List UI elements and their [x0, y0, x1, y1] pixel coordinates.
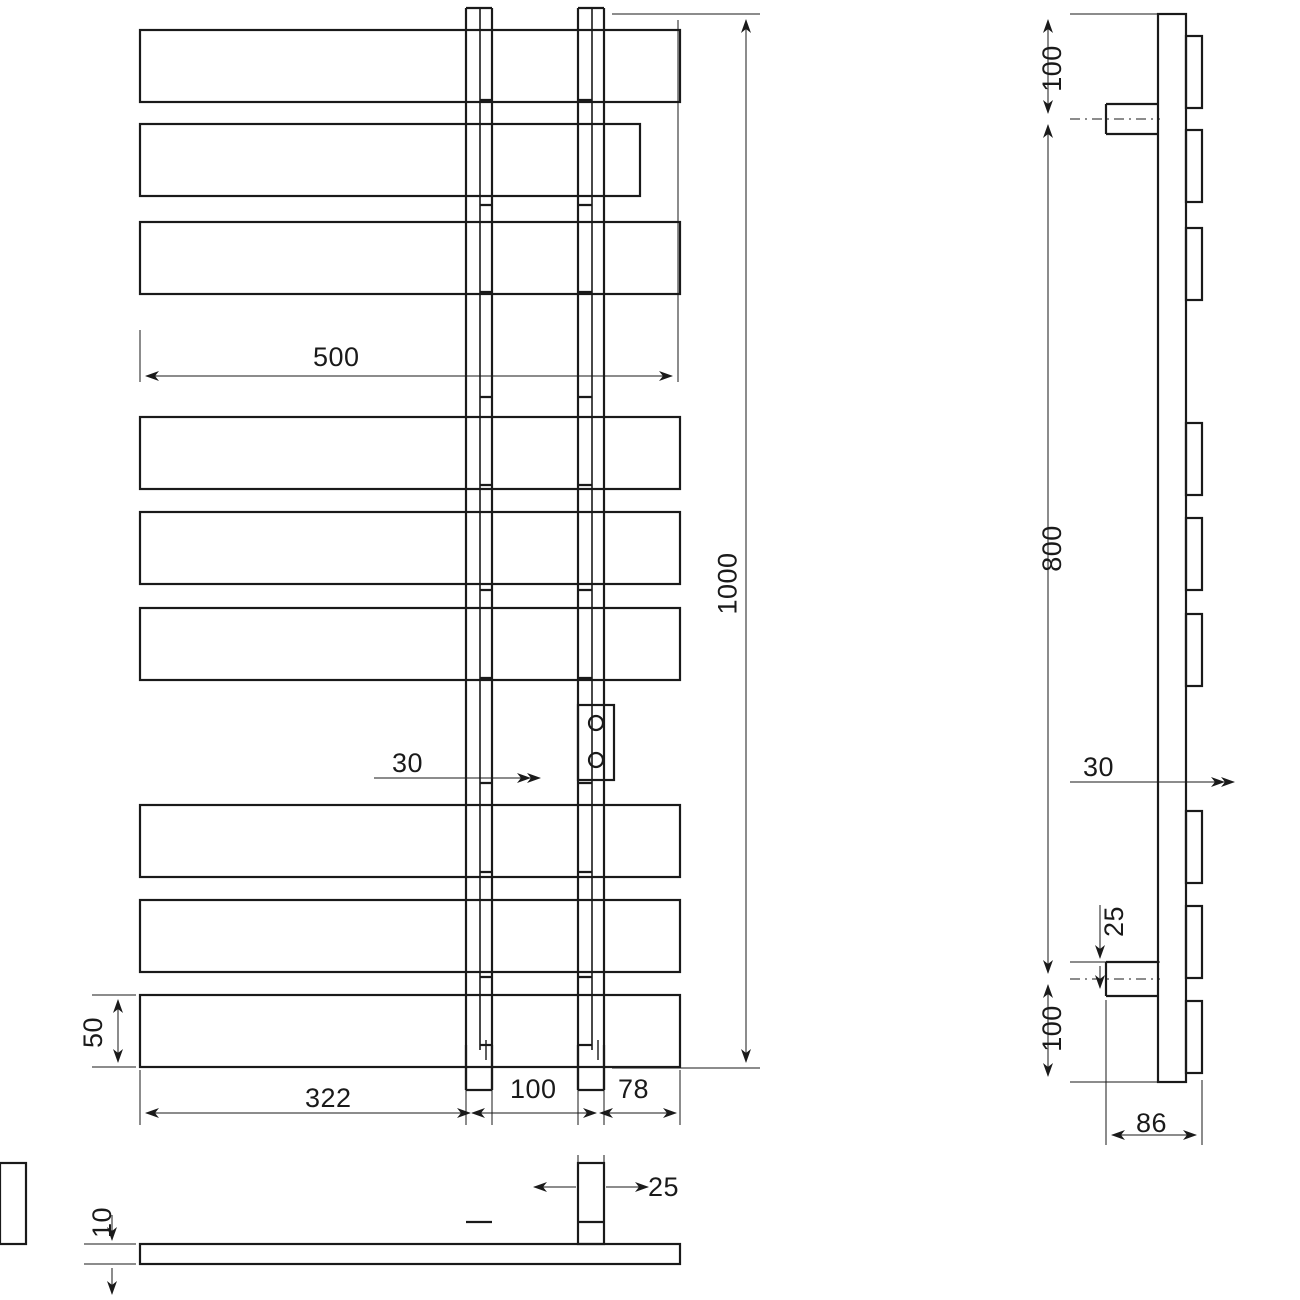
dimension-label-100-front: 100 [510, 1074, 557, 1104]
dimension-label-50: 50 [78, 1016, 109, 1049]
dimension-label-25-side: 25 [1099, 905, 1130, 938]
dimension-label-100-bottom-side: 100 [1036, 1005, 1067, 1052]
dimension-label-30-side: 30 [1083, 752, 1115, 782]
front-view-dimensions [92, 14, 760, 1125]
bottom-view-dimensions [84, 1155, 648, 1294]
dimension-label-25-bottom: 25 [648, 1172, 680, 1202]
dimension-label-86: 86 [1136, 1108, 1168, 1138]
front-view [140, 8, 680, 1090]
dimension-label-800: 800 [1036, 525, 1067, 572]
dimension-label-500: 500 [313, 342, 360, 372]
side-view-dimensions [1048, 14, 1234, 1145]
dimension-label-30-front: 30 [392, 748, 424, 778]
dimension-label-322: 322 [305, 1083, 352, 1113]
dimension-label-1000: 1000 [712, 552, 743, 615]
dimension-label-78: 78 [618, 1074, 650, 1104]
dimension-label-10: 10 [87, 1206, 118, 1239]
dimension-label-100-top-side: 100 [1036, 45, 1067, 92]
